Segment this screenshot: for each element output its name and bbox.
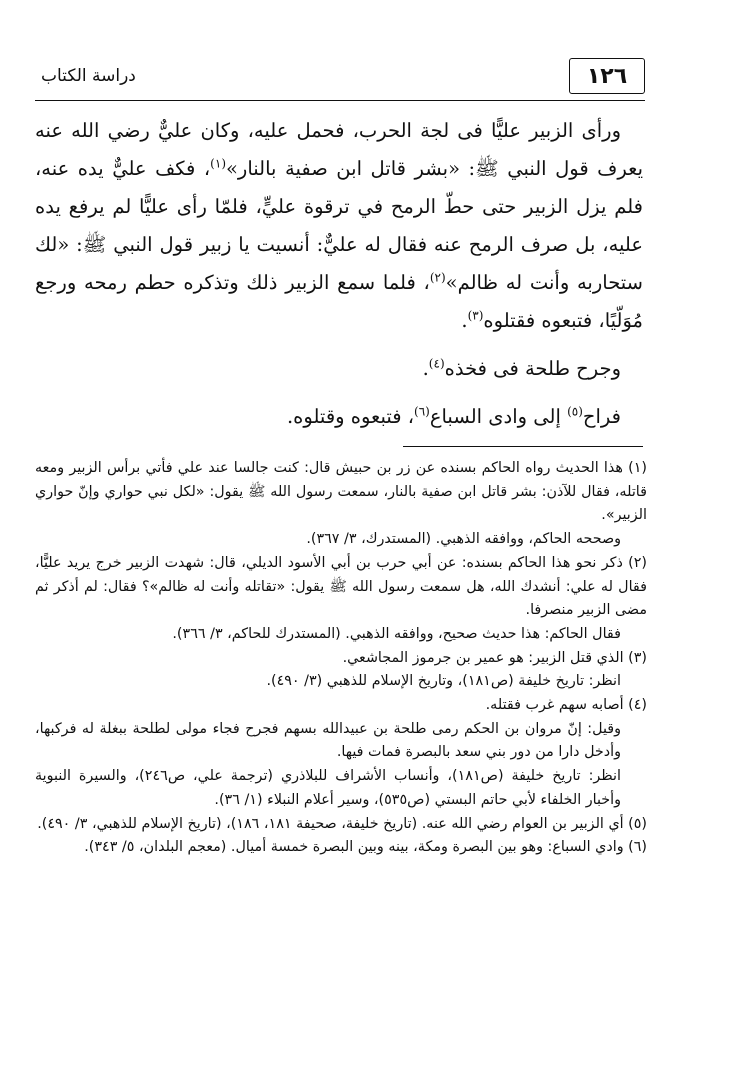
footnote-2-source: فقال الحاكم: هذا حديث صحيح، ووافقه الذهبي. (المستدرك للحاكم، ٣/ ٣٦٦). (172, 625, 621, 642)
footnote-4-alt: وقيل: إنّ مروان بن الحكم رمى طلحة بن عبيدالله بسهم فجرح فجاء مولى لطلحة ببغلة له فركبها، وأدخل دارا من دور بني سعد بالبصرة فمات فيها. (35, 720, 621, 761)
footnote-4-source: انظر: تاريخ خليفة (ص١٨١)، وأنساب الأشراف للبلاذري (ترجمة علي، ص٢٤٦)، والسيرة النبوية وأخبار الخلفاء لأبي حاتم البستي (ص٥٣٥)، وسير أعلام النبلاء (١/ ٣٦). (35, 768, 621, 808)
footnote-text: ذكر نحو هذا الحاكم بسنده: عن أبي حرب بن أبي الأسود الديلي، قال: شهدت الزبير خرج يريد عليًّا، فقال له علي: أنشدك الله، هل سمعت رسول الله ﷺ يقول: «تقاتله وأنت له ظالم»؟ فقال: لم أذكر ثم مضى الزبير منصرفا. (35, 554, 647, 619)
paragraph-3-text-b: إلى وادى السباع (429, 405, 568, 428)
footnote-4 (35, 694, 647, 718)
paragraph-1-text-b: ، فكف عليٌّ يده عنه، فلم يزل الزبير حتى حطّ الرمح في ترقوة عليٍّ، فلمّا رأى عليًّا لم يرفع يده عليه، بل صرف الرمح عنه فقال له عليٌّ: أنسيت يا زبير قول النبي ﷺ: «لك ستحاربه وأنت له ظالم» (35, 157, 644, 294)
paragraph-1 (35, 112, 643, 340)
footnote-text: هذا الحديث رواه الحاكم بسنده عن زر بن حبيش قال: كنت جالسا عند علي فأتي برأس الزبير ومعه قاتله، فقال للآذن: بشر قاتل ابن صفية بالنار، سمعت رسول الله ﷺ يقول: «لكل نبي حواري وإنّ حواري الزبير». (35, 460, 647, 524)
footnote-ref-4: (٤) (428, 356, 445, 371)
paragraph-2 (35, 350, 643, 388)
paragraph-3-text-a: فراح (582, 405, 621, 428)
footnote-text: أي الزبير بن العوام رضي الله عنه. (تاريخ خليفة، صحيفة ١٨١، ١٨٦)، (تاريخ الإسلام للذهبي، ٣/ ٤٩٠). (37, 815, 624, 832)
footnote-number: (٢) (628, 554, 647, 571)
page-header (35, 52, 645, 101)
footnote-5 (35, 813, 647, 837)
footnote-ref-1: (١) (210, 156, 226, 171)
footnote-divider (403, 446, 643, 447)
footnote-ref-6: (٦) (414, 404, 430, 419)
paragraph-3 (35, 398, 643, 436)
footnote-1-source: وصححه الحاكم، ووافقه الذهبي. (المستدرك، ٣/ ٣٦٧). (306, 531, 621, 548)
footnote-ref-5: (٥) (567, 404, 583, 419)
main-text (35, 112, 643, 436)
footnote-ref-2: (٢) (429, 270, 446, 285)
footnote-number: (٤) (628, 697, 647, 714)
paragraph-2-end: . (422, 357, 429, 380)
footnotes (35, 457, 647, 860)
footnote-number: (٦) (628, 839, 647, 856)
page-number: ١٢٦ (569, 58, 645, 94)
paragraph-2-text: وجرح طلحة فى فخذه (444, 357, 621, 380)
footnote-3 (35, 647, 647, 671)
footnote-2 (35, 552, 647, 623)
footnote-text: أصابه سهم غرب فقتله. (485, 697, 624, 714)
footnote-1 (35, 457, 647, 528)
footnote-number: (١) (628, 460, 647, 476)
running-title: دراسة الكتاب (41, 66, 136, 86)
footnote-3-source: انظر: تاريخ خليفة (ص١٨١)، وتاريخ الإسلام للذهبي (٣/ ٤٩٠). (266, 673, 621, 690)
footnote-ref-3: (٣) (467, 308, 484, 323)
footnote-6 (35, 836, 647, 860)
footnote-text: الذي قتل الزبير: هو عمير بن جرموز المجاشعي. (342, 649, 624, 666)
paragraph-1-end: . (461, 309, 468, 332)
paragraph-3-text-c: ، فتبعوه وقتلوه. (286, 405, 415, 428)
paragraph-1-text-c: ، فلما سمع الزبير ذلك وتذكره حطم رمحه ورجع مُوَلّيًا، فتبعوه فقتلوه (35, 271, 643, 332)
footnote-text: وادي السباع: وهو بين البصرة ومكة، بينه وبين البصرة خمسة أميال. (معجم البلدان، ٥/ ٣٤٣). (84, 839, 624, 856)
footnote-number: (٣) (628, 649, 647, 666)
footnote-number: (٥) (628, 815, 647, 832)
paragraph-1-text-a: ورأى الزبير عليًّا فى لجة الحرب، فحمل عليه، وكان عليٌّ رضي الله عنه يعرف قول النبي ﷺ: «بشر قاتل ابن صفية بالنار» (35, 119, 643, 180)
